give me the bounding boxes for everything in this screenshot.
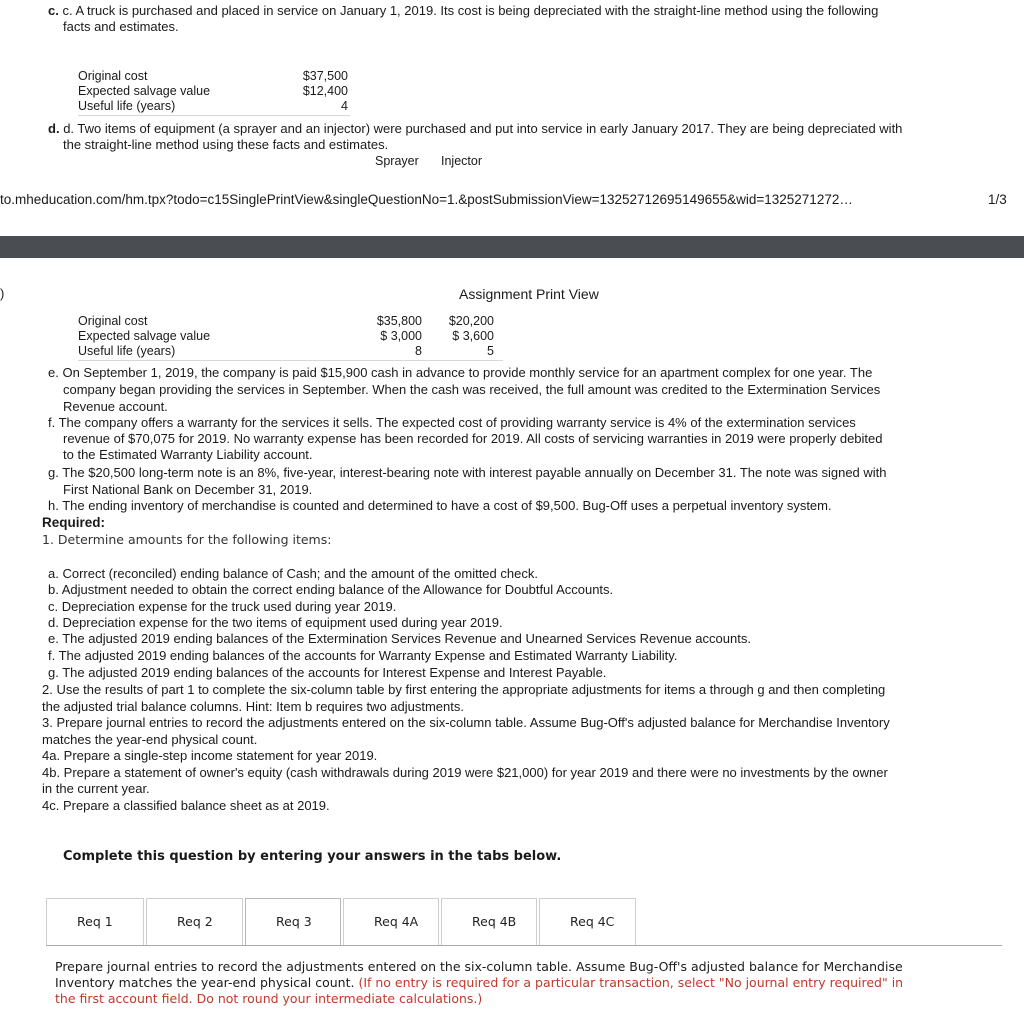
list-item: e. The adjusted 2019 ending balances of the Extermination Services Revenue and Unearned Services Revenue accounts. [48,631,751,646]
tab-req-4a[interactable]: Req 4A [343,898,439,945]
truck-row-label: Original cost [78,69,148,83]
tab-req-3[interactable]: Req 3 [245,898,341,945]
list-item: b. Adjustment needed to obtain the correct ending balance of the Allowance for Doubtful Accounts. [48,582,614,597]
tab-req-4b[interactable]: Req 4B [441,898,537,945]
equip-injector-value: $ 3,600 [452,329,494,343]
item-g-line: First National Bank on December 31, 2019. [63,482,313,497]
tab-baseline [46,945,1002,946]
equip-injector-value: $20,200 [448,314,494,328]
item-c-line2: facts and estimates. [63,19,179,34]
truck-row-label: Useful life (years) [78,99,176,113]
list-item: d. Depreciation expense for the two items of equipment used during year 2019. [48,615,503,630]
req1-intro: 1. Determine amounts for the following items: [42,532,332,547]
list-item: f. The adjusted 2019 ending balances of the accounts for Warranty Expense and Estimated Warranty Liability. [48,648,678,663]
list-item: a. Correct (reconciled) ending balance of Cash; and the amount of the omitted check. [48,566,538,581]
item-g-line: g. The $20,500 long-term note is an 8%, five-year, interest-bearing note with interest payable annually on December 31. The note was signed with [48,465,887,480]
left-edge-marker: ) [0,286,5,301]
instruction-black: Inventory matches the year-end physical count. [55,975,355,990]
item-c-text: c. c. A truck is purchased and placed in service on January 1, 2019. Its cost is being depreciated with the straight-line method using the following [48,3,879,18]
item-d-line1: d. d. Two items of equipment (a sprayer and an injector) were purchased and put into service in early January 2017. They are being depreciated with [48,121,903,136]
item-e-line: e. On September 1, 2019, the company is paid $15,900 cash in advance to provide monthly service for an apartment complex for one year. The [48,365,873,380]
item-f-line: f. The company offers a warranty for the services it sells. The expected cost of providing warranty service is 4% of the extermination services [48,415,856,430]
footer-page-number: 1/3 [988,192,1007,207]
truck-row-value: $12,400 [302,84,348,98]
tab-req-1[interactable]: Req 1 [46,898,144,945]
req3-line: matches the year-end physical count. [42,732,258,747]
col-injector: Injector [441,154,482,168]
equip-row-label: Expected salvage value [78,329,211,343]
col-sprayer: Sprayer [375,154,419,168]
list-item: g. The adjusted 2019 ending balances of the accounts for Interest Expense and Interest Payable. [48,665,607,680]
equip-row-label: Useful life (years) [78,344,176,358]
item-f-line: to the Estimated Warranty Liability account. [63,447,313,462]
req4a-line: 4a. Prepare a single-step income statement for year 2019. [42,748,378,763]
tab-req-2[interactable]: Req 2 [146,898,243,945]
instruction-line2 [55,975,995,991]
truck-row-value: $37,500 [302,69,348,83]
item-e-line: Revenue account. [63,399,168,414]
equip-injector-value: 5 [487,344,494,358]
item-h-line: h. The ending inventory of merchandise is counted and determined to have a cost of $9,500. Bug-Off uses a perpetual inventory system. [48,498,832,513]
req2-line: the adjusted trial balance columns. Hint: Item b requires two adjustments. [42,699,464,714]
item-f-line: revenue of $70,075 for 2019. No warranty expense has been recorded for 2019. All costs of servicing warranties in 2019 were properly debited [63,431,883,446]
page-break-bar [0,236,1024,258]
instruction-red: (If no entry is required for a particular transaction, select "No journal entry required" in [358,975,904,990]
equip-sprayer-value: $35,800 [376,314,422,328]
equip-sprayer-value: $ 3,000 [380,329,422,343]
req4c-line: 4c. Prepare a classified balance sheet as at 2019. [42,798,330,813]
truck-row-value: 4 [341,99,348,113]
item-e-line: company began providing the services in September. When the cash was received, the full amount was credited to the Extermination Services [63,382,881,397]
footer-url[interactable]: to.mheducation.com/hm.tpx?todo=c15SinglePrintView&singleQuestionNo=1.&postSubmissionView=13252712695149655&wid=1325271272… [0,192,853,207]
truck-row-label: Expected salvage value [78,84,211,98]
tab-req-4c[interactable]: Req 4C [539,898,636,945]
table-divider [78,115,350,116]
page-title: Assignment Print View [459,286,599,302]
equip-row-label: Original cost [78,314,148,328]
req4b-line: in the current year. [42,781,150,796]
instruction-line1: Prepare journal entries to record the adjustments entered on the six-column table. Assume Bug-Off's adjusted balance for Merchandise [55,959,903,974]
equip-sprayer-value: 8 [415,344,422,358]
item-d-line2: the straight-line method using these facts and estimates. [63,137,389,152]
req2-line: 2. Use the results of part 1 to complete the six-column table by first entering the appropriate adjustments for items a through g and then completing [42,682,886,697]
req4b-line: 4b. Prepare a statement of owner's equity (cash withdrawals during 2019 were $21,000) for year 2019 and there were no investments by the owner [42,765,888,780]
list-item: c. Depreciation expense for the truck used during year 2019. [48,599,397,614]
item-d-text: d. Two items of equipment (a sprayer and an injector) were purchased and put into service in early January 2017. They are being depreciated with [63,121,903,136]
required-heading: Required: [42,515,106,530]
complete-prompt: Complete this question by entering your answers in the tabs below. [63,849,562,864]
item-c-line1: c. A truck is purchased and placed in service on January 1, 2019. Its cost is being depreciated with the straight-line method using the following [62,3,879,18]
table-divider [78,360,503,361]
instruction-line3: the first account field. Do not round your intermediate calculations.) [55,991,483,1006]
req3-line: 3. Prepare journal entries to record the adjustments entered on the six-column table. Assume Bug-Off's adjusted balance for Merchandise Inventory [42,715,890,730]
